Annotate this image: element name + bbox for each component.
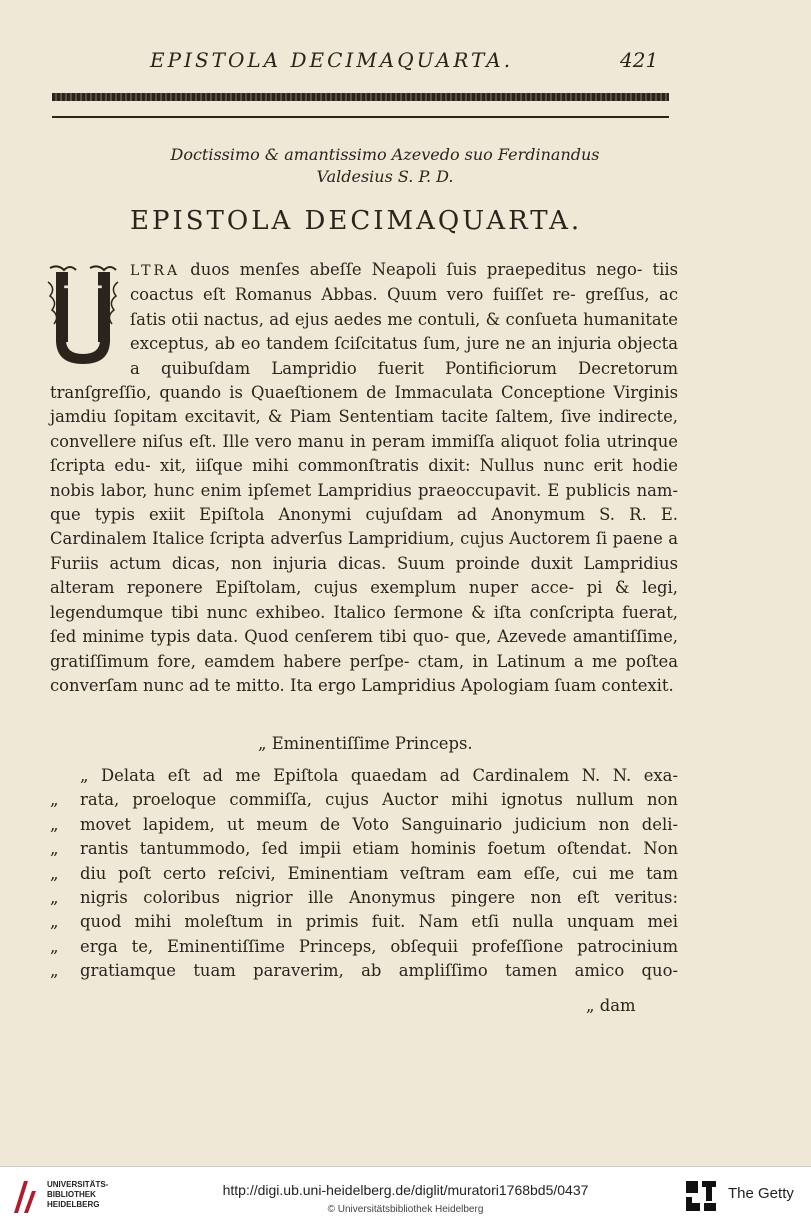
page-number: 421 xyxy=(620,48,659,72)
catchword: „ dam xyxy=(586,996,636,1015)
quote-line: „ diu poſt certo reſcivi, Eminentiam veſtram eam eſſe, cui me tam xyxy=(50,863,678,883)
opening-paragraph xyxy=(50,258,678,698)
quote-line: „ erga te, Eminentiſſime Princeps, obſequii profeſſione patrocinium xyxy=(50,936,678,956)
quote-line: „ movet lapidem, ut meum de Voto Sanguinario judicium non deli- xyxy=(50,814,678,834)
partner-name: The Getty xyxy=(728,1185,794,1202)
ornamental-rule xyxy=(52,93,669,101)
header-rule xyxy=(52,116,669,118)
getty-logo-icon xyxy=(684,1179,718,1213)
library-name: UNIVERSITÄTS- BIBLIOTHEK HEIDELBERG xyxy=(47,1180,109,1209)
copyright-notice: © Universitätsbibliothek Heidelberg xyxy=(327,1204,484,1215)
letter-title: EPISTOLA DECIMAQUARTA. xyxy=(130,206,583,236)
quote-line: „ gratiamque tuam paraverim, ab ampliſſimo tamen amico quo- xyxy=(50,961,678,981)
quote-line: „ quod mihi moleſtum in primis fuit. Nam etſi nulla unquam mei xyxy=(50,912,678,932)
initial-letter: U xyxy=(61,276,105,334)
paragraph-text: duos menſes abeſſe Neapoli ſuis praepeditus nego- tiis coactus eſt Romanus Abbas. Quum vero fuiſſet re- greſſus, ac ſatis otii nactus, ad ejus aedes me contuli, & conſueta humanitate exceptus, ab eo tandem ſciſcitatus ſum, jure ne an injuria objecta a quibuſdam Lampridio fuerit Pontificiorum Decretorum tranſgreſſio, quando is Quaeſtionem de Immaculata Conceptione Virginis jamdiu ſopitam excitavit, & Piam Sententiam tacite ſaltem, ſive indirecte, convellere niſus eſt. Ille vero manu in peram immiſſa aliquot folia utrinque ſcripta edu- xit, iiſque mihi commonſtratis dixit: Nullus nunc erit hodie nobis labor, hunc enim ipſemet Lampridius praeoccupavit. E publicis nam- que typis exiit Epiſtola Anonymi cujuſdam ad Anonymum S. R. E. Cardinalem Italice ſcripta adverſus Lampridium, cujus Auctorem ſi paene a Furiis actum dicas, non injuria dicas. Suum proinde duxit Lampridius alteram reponere Epiſtolam, cujus exemplum nuper acce- pi & legi, legendumque tibi nunc exhibeo. Italico ſermone & iſta conſcripta fuerat, ſed minime typis data. Quod cenſerem tibi quo- que, Azevede amantiſſime, gratiſſimum fore, eamdem habere perſpe- ctam, in Latinum a me poſtea converſam nunc ad te mitto. Ita ergo Lampridius Apologiam ſuam contexit. xyxy=(50,260,678,695)
body-text xyxy=(50,258,678,698)
quote-line: „ Delata eſt ad me Epiſtola quaedam ad Cardinalem N. N. exa- xyxy=(80,766,678,785)
quote-line: „ rantis tantummodo, ſed impii etiam hominis foetum oſtendat. Non xyxy=(50,839,678,859)
dedication-line-2: Valdesius S. P. D. xyxy=(316,167,454,186)
permalink-url[interactable]: http://digi.ub.uni-heidelberg.de/diglit/muratori1768bd5/0437 xyxy=(222,1182,589,1198)
salutation: „ Eminentiſſime Princeps. xyxy=(258,734,473,753)
quote-line: „ rata, proeloque commiſſa, cujus Auctor mihi ignotus nullum non xyxy=(50,790,678,810)
running-title: EPISTOLA DECIMAQUARTA. xyxy=(150,48,514,72)
quoted-letter xyxy=(50,764,678,984)
opening-word: LTRA xyxy=(130,263,181,279)
dedication xyxy=(90,144,680,188)
viewer-footer xyxy=(0,1166,811,1225)
dedication-line-1: Doctissimo & amantissimo Azevedo suo Ferdinandus xyxy=(170,145,600,164)
quote-line: „ nigris coloribus nigrior ille Anonymus pingere non eſt veritus: xyxy=(50,888,678,908)
